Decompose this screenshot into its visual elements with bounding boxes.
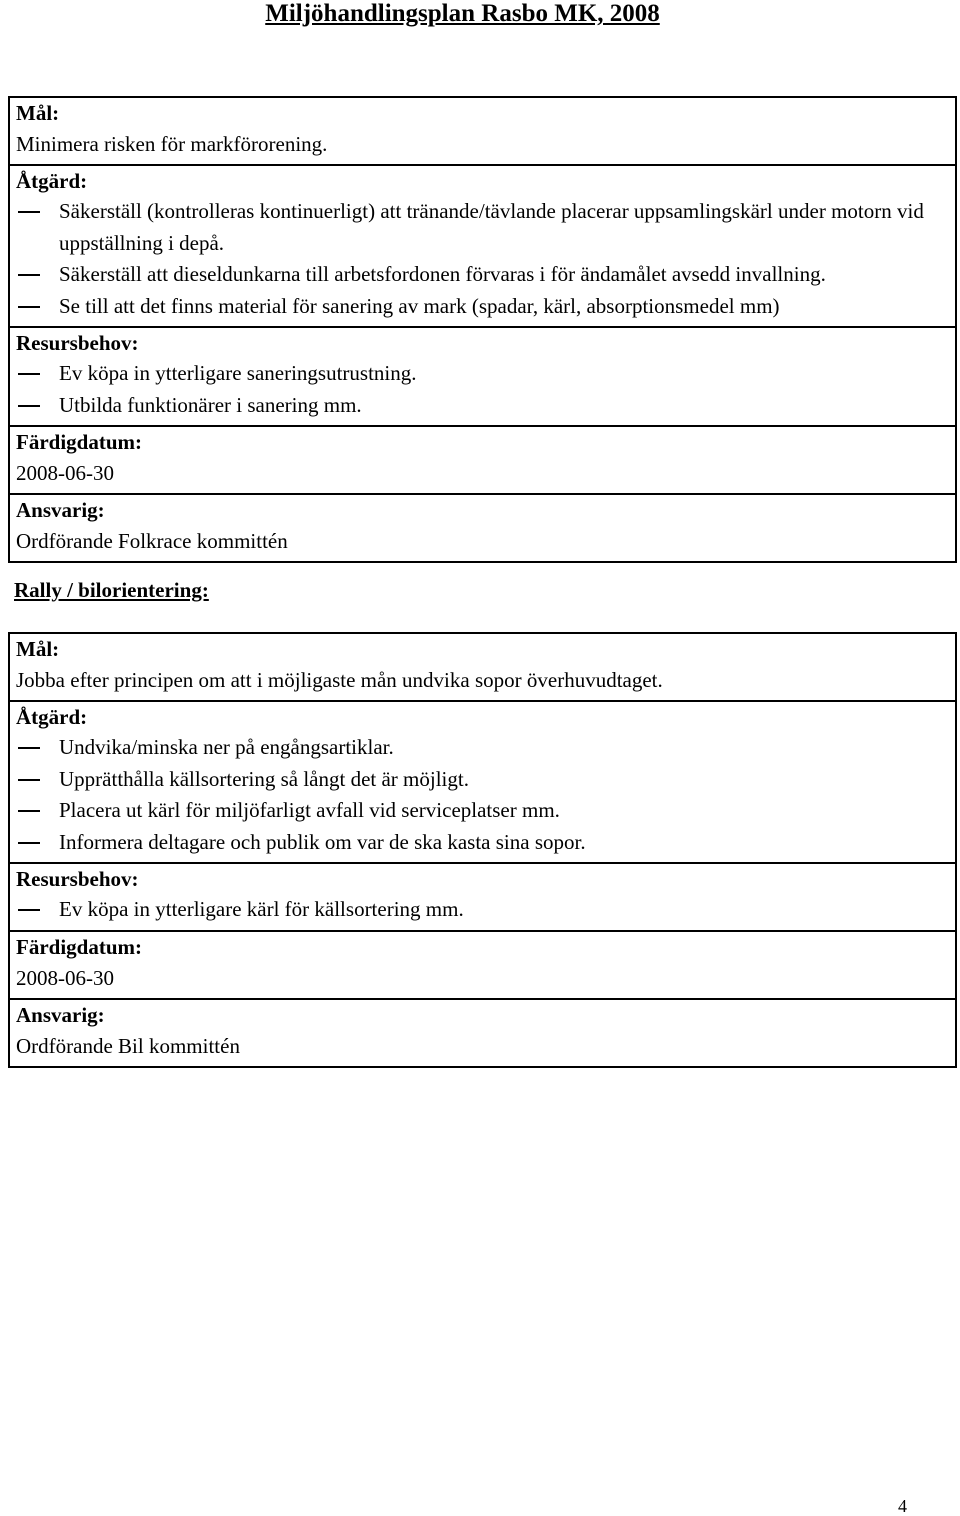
goal-label: Mål: [16, 637, 60, 661]
measures-row [10, 164, 955, 326]
list-item: Utbilda funktionärer i sanering mm. [16, 390, 955, 422]
action-plan-box-folkrace [8, 96, 957, 563]
page-number: 4 [898, 1496, 907, 1516]
measures-list [16, 732, 955, 858]
completion-date-label: Färdigdatum: [16, 430, 142, 454]
list-item: Ev köpa in ytterligare kärl för källsortering mm. [16, 894, 955, 926]
measures-row [10, 700, 955, 862]
responsible-value: Ordförande Folkrace kommittén [16, 529, 288, 553]
measures-label: Åtgärd: [16, 169, 88, 193]
resources-row [10, 862, 955, 930]
completion-date-row [10, 930, 955, 998]
resources-list [16, 894, 955, 926]
measures-label: Åtgärd: [16, 705, 88, 729]
list-item: Säkerställ att dieseldunkarna till arbetsfordonen förvaras i för ändamålet avsedd invallning. [16, 259, 955, 291]
resources-row [10, 326, 955, 425]
responsible-row [10, 998, 955, 1066]
list-item: Placera ut kärl för miljöfarligt avfall vid serviceplatser mm. [16, 795, 955, 827]
responsible-row [10, 493, 955, 561]
list-item: Upprätthålla källsortering så långt det är möjligt. [16, 764, 955, 796]
measures-list [16, 196, 955, 322]
responsible-label: Ansvarig: [16, 498, 105, 522]
resources-list [16, 358, 955, 421]
list-item: Ev köpa in ytterligare saneringsutrustning. [16, 358, 955, 390]
list-item: Se till att det finns material för sanering av mark (spadar, kärl, absorptionsmedel mm) [16, 291, 955, 323]
document-title: Miljöhandlingsplan Rasbo MK, 2008 [265, 0, 660, 27]
action-plan-box-rally [8, 632, 957, 1068]
goal-row [10, 98, 955, 164]
list-item: Undvika/minska ner på engångsartiklar. [16, 732, 955, 764]
goal-text: Jobba efter principen om att i möjligaste mån undvika sopor överhuvudtaget. [16, 668, 663, 692]
completion-date-value: 2008-06-30 [16, 461, 114, 485]
completion-date-value: 2008-06-30 [16, 965, 114, 990]
goal-row [10, 634, 955, 700]
list-item: Informera deltagare och publik om var de ska kasta sina sopor. [16, 827, 955, 859]
goal-text: Minimera risken för markförorening. [16, 132, 328, 156]
resources-label: Resursbehov: [16, 331, 139, 355]
responsible-value: Ordförande Bil kommittén [16, 1033, 240, 1058]
responsible-label: Ansvarig: [16, 1002, 105, 1027]
resources-label: Resursbehov: [16, 867, 139, 891]
completion-date-label: Färdigdatum: [16, 934, 142, 959]
completion-date-row [10, 425, 955, 493]
goal-label: Mål: [16, 101, 60, 125]
section-heading-rally: Rally / bilorientering: [14, 578, 209, 602]
list-item: Säkerställ (kontrolleras kontinuerligt) att tränande/tävlande placerar uppsamlingskärl under motorn vid uppställning i depå. [16, 196, 955, 259]
